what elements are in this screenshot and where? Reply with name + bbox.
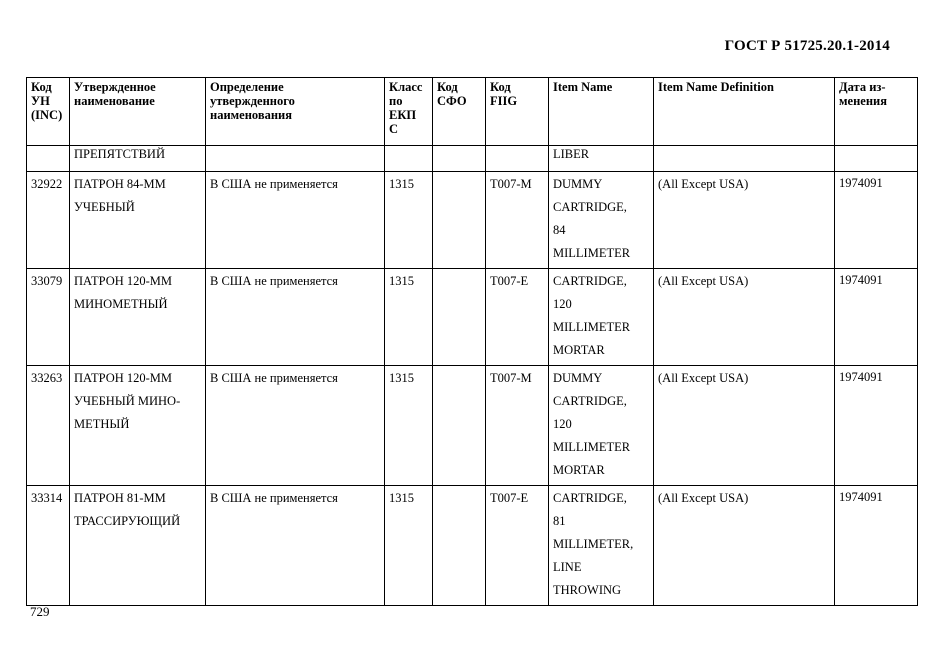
cell-change-date: 1974091 bbox=[835, 172, 918, 269]
cell-inc: 33079 bbox=[27, 269, 70, 366]
col-header-item-name-definition: Item Name Definition bbox=[654, 78, 835, 146]
cell-fiig: T007-E bbox=[486, 269, 549, 366]
col-header-change-date: Дата из- менения bbox=[835, 78, 918, 146]
table-row bbox=[27, 366, 918, 486]
items-table bbox=[26, 77, 918, 606]
cell-item-name: DUMMY CARTRIDGE, 120 MILLIMETER MORTAR bbox=[549, 366, 654, 486]
page-number: 729 bbox=[30, 604, 50, 619]
cell-item-name-definition: (All Except USA) bbox=[654, 269, 835, 366]
cell-sfo bbox=[433, 486, 486, 606]
cell-change-date bbox=[835, 146, 918, 172]
table-row bbox=[27, 269, 918, 366]
col-header-sfo: Код СФО bbox=[433, 78, 486, 146]
cell-fiig: T007-M bbox=[486, 172, 549, 269]
col-header-class: Класс по ЕКП С bbox=[385, 78, 433, 146]
table-row-continuation bbox=[27, 146, 918, 172]
col-header-approved-name: Утвержденное наименование bbox=[70, 78, 206, 146]
cell-fiig: T007-M bbox=[486, 366, 549, 486]
table-header-row bbox=[27, 78, 918, 146]
cell-sfo bbox=[433, 146, 486, 172]
cell-item-name-definition: (All Except USA) bbox=[654, 486, 835, 606]
cell-class: 1315 bbox=[385, 172, 433, 269]
cell-inc: 32922 bbox=[27, 172, 70, 269]
col-header-definition: Определение утвержденного наименования bbox=[206, 78, 385, 146]
cell-item-name: CARTRIDGE, 120 MILLIMETER MORTAR bbox=[549, 269, 654, 366]
cell-item-name: DUMMY CARTRIDGE, 84 MILLIMETER bbox=[549, 172, 654, 269]
cell-item-name: CARTRIDGE, 81 MILLIMETER, LINE THROWING bbox=[549, 486, 654, 606]
cell-item-name-definition: (All Except USA) bbox=[654, 366, 835, 486]
cell-change-date: 1974091 bbox=[835, 269, 918, 366]
cell-approved-name: ПАТРОН 120-ММ УЧЕБНЫЙ МИНО- МЕТНЫЙ bbox=[70, 366, 206, 486]
col-header-inc: Код УН (INC) bbox=[27, 78, 70, 146]
table-row bbox=[27, 486, 918, 606]
cell-item-name: LIBER bbox=[549, 146, 654, 172]
col-header-item-name: Item Name bbox=[549, 78, 654, 146]
cell-sfo bbox=[433, 269, 486, 366]
cell-approved-name: ПАТРОН 81-ММ ТРАССИРУЮЩИЙ bbox=[70, 486, 206, 606]
cell-class: 1315 bbox=[385, 366, 433, 486]
cell-inc: 33314 bbox=[27, 486, 70, 606]
cell-definition: В США не применяется bbox=[206, 366, 385, 486]
cell-class bbox=[385, 146, 433, 172]
cell-inc: 33263 bbox=[27, 366, 70, 486]
cell-approved-name: ПРЕПЯТСТВИЙ bbox=[70, 146, 206, 172]
cell-approved-name: ПАТРОН 84-ММ УЧЕБНЫЙ bbox=[70, 172, 206, 269]
cell-definition: В США не применяется bbox=[206, 269, 385, 366]
cell-fiig bbox=[486, 146, 549, 172]
cell-approved-name: ПАТРОН 120-ММ МИНОМЕТНЫЙ bbox=[70, 269, 206, 366]
cell-item-name-definition: (All Except USA) bbox=[654, 172, 835, 269]
cell-definition bbox=[206, 146, 385, 172]
cell-definition: В США не применяется bbox=[206, 172, 385, 269]
cell-inc bbox=[27, 146, 70, 172]
document-code: ГОСТ Р 51725.20.1-2014 bbox=[724, 38, 890, 54]
cell-definition: В США не применяется bbox=[206, 486, 385, 606]
cell-class: 1315 bbox=[385, 486, 433, 606]
cell-change-date: 1974091 bbox=[835, 486, 918, 606]
col-header-fiig: Код FIIG bbox=[486, 78, 549, 146]
cell-sfo bbox=[433, 172, 486, 269]
cell-item-name-definition bbox=[654, 146, 835, 172]
table-row bbox=[27, 172, 918, 269]
cell-fiig: T007-E bbox=[486, 486, 549, 606]
cell-change-date: 1974091 bbox=[835, 366, 918, 486]
cell-sfo bbox=[433, 366, 486, 486]
cell-class: 1315 bbox=[385, 269, 433, 366]
